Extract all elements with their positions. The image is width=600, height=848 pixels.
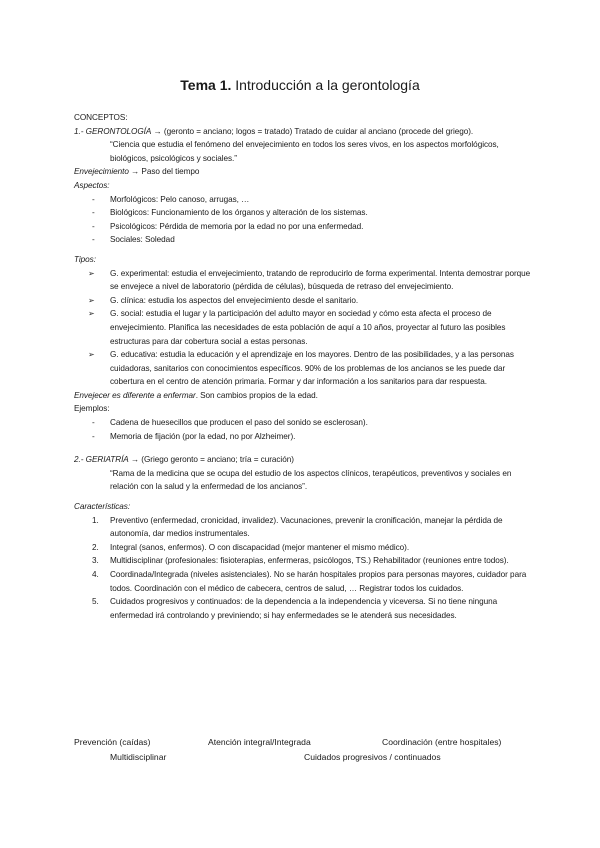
list-item-text: G. educativa: estudia la educación y el aprendizaje en los mayores. Dentro de las posibilidades, y a las personas cuidadoras, sanitarios con conocimientos específicos. 90% de los problemas de los ancianos se les puede dar cobertura en el centro de atención primaria. Formar y dar información a los sanitarios para dar respuesta. xyxy=(110,350,514,387)
list-number: 5. xyxy=(92,597,99,607)
list-item-text: G. social: estudia el lugar y la participación del adulto mayor en sociedad y cómo esta afecta el proceso de envejecimiento. Planifica las necesidades de esta población de aquí a 10 años, proyectar al futuro las posibles estructuras para dar cobertura social a estas personas. xyxy=(110,309,506,346)
list-item-text: Sociales: Soledad xyxy=(110,235,175,245)
list-number: 1. xyxy=(92,515,99,525)
ejemplos-list xyxy=(74,416,534,443)
arrow-bullet-icon: ➢ xyxy=(88,268,95,278)
geriatria-term: 2.- GERIATRÍA xyxy=(74,455,129,465)
dash-marker: - xyxy=(92,431,95,441)
list-item-text: Preventivo (enfermedad, cronicidad, invalidez). Vacunaciones, prevenir la cronificación, manejar la pérdida de autonomía, dar medios instrumentales. xyxy=(110,515,503,539)
list-item xyxy=(74,568,534,595)
keyword-cuidados-progresivos: Cuidados progresivos / continuados xyxy=(304,751,441,762)
dash-marker: - xyxy=(92,418,95,428)
gerontologia-term: 1.- GERONTOLOGÍA xyxy=(74,126,152,136)
list-item xyxy=(74,193,534,207)
gerontologia-etymology: → (geronto = anciano; logos = tratado) Tratado de cuidar al anciano (procede del griego). xyxy=(151,126,474,136)
list-item-text: Cadena de huesecillos que producen el paso del sonido se esclerosan). xyxy=(110,418,368,428)
list-item-text: Memoria de fijación (por la edad, no por Alzheimer). xyxy=(110,431,296,441)
list-item xyxy=(74,514,534,541)
page-title xyxy=(0,76,600,94)
list-item xyxy=(74,348,534,389)
aspectos-heading: Aspectos: xyxy=(74,180,110,190)
list-item-text: Cuidados progresivos y continuados: de la dependencia a la independencia y viceversa. Si no tiene ninguna enfermedad irá controlando y previniendo; si hay enfermedades se le atenderá sus necesidades. xyxy=(110,597,498,620)
dash-marker: - xyxy=(92,194,95,204)
keyword-prevencion: Prevención (caídas) xyxy=(74,737,151,747)
list-item xyxy=(74,206,534,220)
list-item xyxy=(74,595,534,622)
list-item-text: Integral (sanos, enfermos). O con discapacidad (mejor mantener el mismo médico). xyxy=(110,542,410,552)
dash-marker: - xyxy=(92,235,95,245)
list-item-text: Biológicos: Funcionamiento de los órganos y alteración de los sistemas. xyxy=(110,208,368,218)
envejecimiento-term: Envejecimiento xyxy=(74,167,129,177)
list-item-text: G. clínica: estudia los aspectos del envejecimiento desde el sanitario. xyxy=(110,295,359,305)
gerontologia-heading xyxy=(74,125,534,139)
arrow-bullet-icon: ➢ xyxy=(88,350,95,360)
keyword-multidisciplinar: Multidisciplinar xyxy=(110,751,167,762)
keywords-row xyxy=(74,735,534,750)
summary-keywords xyxy=(74,735,534,764)
arrow-bullet-icon: ➢ xyxy=(88,295,95,305)
list-item-text: Multidisciplinar (profesionales: fisioterapias, enfermeras, psicólogos, TS.) Rehabilitador (reuniones entre todos). xyxy=(110,556,509,566)
caracteristicas-list xyxy=(74,514,534,623)
dash-marker: - xyxy=(92,208,95,218)
keywords-row xyxy=(74,750,534,765)
list-number: 4. xyxy=(92,570,99,579)
envejecer-text: . Son cambios propios de la edad. xyxy=(195,390,318,400)
document-body xyxy=(74,111,534,622)
gerontologia-definition: “Ciencia que estudia el fenómeno del envejecimiento en todos los seres vivos, en los aspectos morfológicos, biológicos, psicológicos y sociales.” xyxy=(110,140,499,163)
list-item xyxy=(74,416,534,430)
tipos-list xyxy=(74,267,534,389)
list-item xyxy=(74,430,534,444)
keyword-atencion-integral: Atención integral/Integrada xyxy=(208,737,311,747)
ejemplos-heading: Ejemplos: xyxy=(74,404,110,414)
keyword-coordinacion: Coordinación (entre hospitales) xyxy=(382,737,502,747)
geriatria-definition: “Rama de la medicina que se ocupa del estudio de los aspectos clínicos, terapéuticos, preventivos y sociales en relación con la salud y la enfermedad de los ancianos”. xyxy=(110,468,512,492)
list-item-text: Coordinada/Integrada (niveles asistenciales). No se harán hospitales propios para personas mayores, cuidador para todos. Coordinación con el médico de cabecera, centros de salud, … Registrar todos los cuidados. xyxy=(110,570,527,593)
list-item-text: Morfológicos: Pelo canoso, arrugas, … xyxy=(110,194,250,204)
list-number: 3. xyxy=(92,556,99,566)
list-item xyxy=(74,233,534,247)
title-text: Introducción a la gerontología xyxy=(231,77,420,93)
conceptos-heading: CONCEPTOS: xyxy=(74,113,128,122)
list-item xyxy=(74,541,534,555)
envejecer-note xyxy=(74,389,534,403)
envejecimiento-meaning: → Paso del tiempo xyxy=(128,167,200,177)
list-item xyxy=(74,267,534,294)
title-number: Tema 1. xyxy=(180,77,232,93)
list-item xyxy=(74,307,534,348)
caracteristicas-heading: Características: xyxy=(74,502,131,512)
list-item xyxy=(74,554,534,568)
list-item-text: Psicológicos: Pérdida de memoria por la edad no por una enfermedad. xyxy=(110,221,364,231)
list-item xyxy=(74,294,534,308)
geriatria-etymology: → (Griego geronto = anciano; tría = curación) xyxy=(128,455,294,465)
geriatria-heading xyxy=(74,453,534,467)
arrow-bullet-icon: ➢ xyxy=(88,309,95,319)
list-item xyxy=(74,220,534,234)
envejecimiento-line xyxy=(74,165,534,179)
list-number: 2. xyxy=(92,542,99,552)
dash-marker: - xyxy=(92,221,95,231)
tipos-heading: Tipos: xyxy=(74,254,96,264)
aspectos-list xyxy=(74,193,534,247)
list-item-text: G. experimental: estudia el envejecimiento, tratando de reproducirlo de forma experimental. Intenta demostrar porque se envejece a nivel de laboratorio (pérdida de células), búsqueda de retraso del envejecimiento. xyxy=(110,268,531,292)
envejecer-emphasis: Envejecer es diferente a enfermar xyxy=(74,390,196,400)
